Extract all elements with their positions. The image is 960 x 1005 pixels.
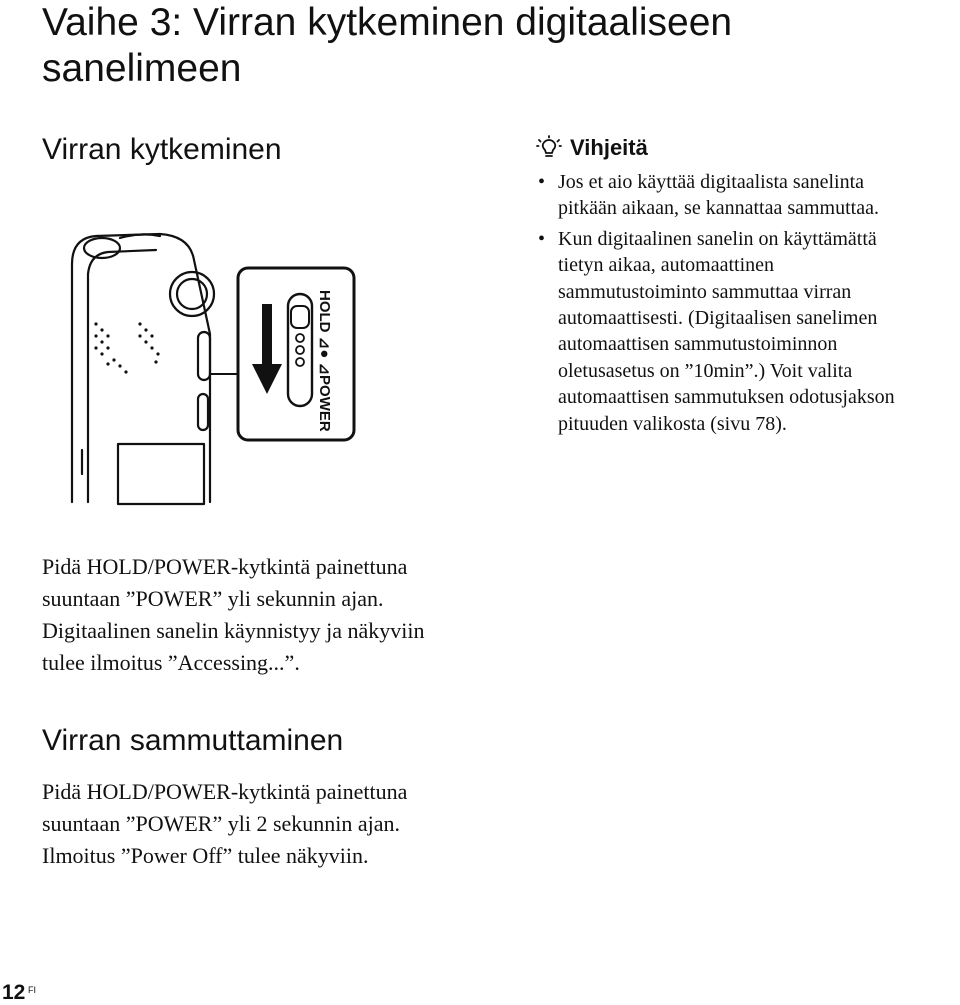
bullet: •: [538, 227, 546, 250]
text-line: tietyn aikaa, automaattinen: [558, 254, 775, 277]
text-line: Jos et aio käyttää digitaalista sanelinta: [558, 171, 865, 193]
device-illustration: [60, 224, 360, 506]
text-line: Ilmoitus ”Power Off” tulee näkyviin.: [42, 843, 369, 868]
page-number: 12: [2, 981, 26, 1004]
text-line: Digitaalinen sanelin käynnistyy ja näkyviin: [42, 618, 425, 643]
list-item: [536, 169, 956, 222]
list-item: [536, 226, 956, 437]
power-on-instructions: [42, 551, 522, 679]
tips-list: [536, 169, 956, 441]
section-heading-power-on: Virran kytkeminen: [42, 133, 282, 166]
speaker-grille: [94, 322, 159, 373]
text-line: Kun digitaalinen sanelin on käyttämättä: [558, 227, 877, 250]
text-line: suuntaan ”POWER” yli sekunnin ajan.: [42, 586, 384, 611]
page-title: Vaihe 3: Virran kytkeminen digitaaliseen sanelimeen: [42, 1, 733, 90]
switch-label: HOLD ⊿● ⊿POWER: [316, 290, 333, 432]
text-line: oletusasetus on ”10min”.) Voit valita: [558, 359, 853, 382]
text-line: sammutustoiminto sammuttaa virran: [558, 280, 852, 303]
bullet: •: [538, 171, 546, 193]
text-line: Pidä HOLD/POWER-kytkintä painettuna: [42, 779, 408, 804]
section-heading-power-off: Virran sammuttaminen: [42, 724, 344, 757]
text-line: automaattisen sammutuksen odotusjakson: [558, 386, 895, 409]
tips-heading-label: Vihjeitä: [570, 135, 648, 160]
text-line: pituuden valikosta (sivu 78).: [558, 412, 787, 435]
lightbulb-icon: [536, 135, 562, 161]
text-line: automaattisen sammutustoiminnon: [558, 333, 838, 356]
text-line: tulee ilmoitus ”Accessing...”.: [42, 650, 300, 675]
tips-heading: [536, 134, 648, 162]
power-off-instructions: [42, 776, 522, 872]
text-line: automaattisesti. (Digitaalisen sanelimen: [558, 307, 878, 330]
page-language-code: FI: [28, 985, 36, 995]
text-line: Pidä HOLD/POWER-kytkintä painettuna: [42, 554, 408, 579]
text-line: suuntaan ”POWER” yli 2 sekunnin ajan.: [42, 811, 401, 836]
text-line: pitkään aikaan, se kannattaa sammuttaa.: [558, 197, 879, 220]
